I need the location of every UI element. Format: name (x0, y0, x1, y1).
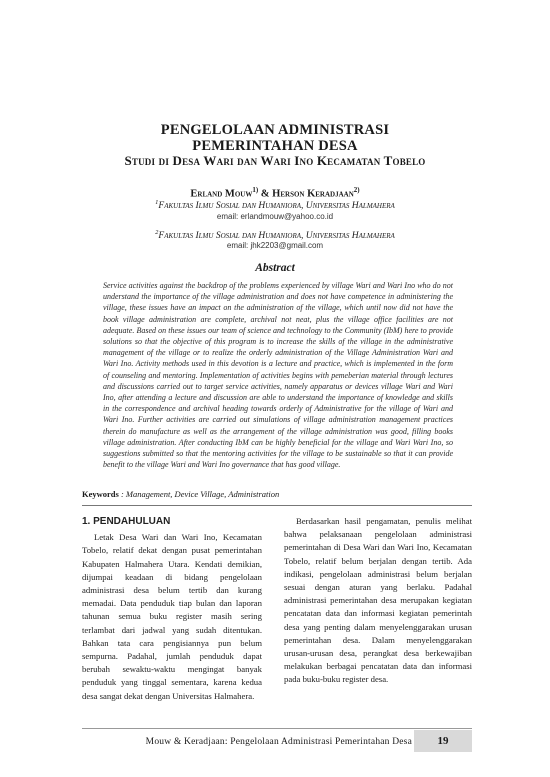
affiliation-1-email: email: erlandmouw@yahoo.co.id (216, 212, 334, 221)
author-2-name: Herson Keradjaan (272, 188, 354, 200)
right-column (284, 515, 472, 687)
author-1-marker: 1) (252, 186, 259, 194)
affiliation-1-name: Fakultas Ilmu Sosial dan Humaniora, Universitas Halmahera (158, 201, 395, 212)
paper-title-line-1: PENGELOLAAN ADMINISTRASI (160, 122, 390, 138)
affiliation-2-name: Fakultas Ilmu Sosial dan Humaniora, Universitas Halmahera (158, 231, 395, 242)
footer-rule (82, 728, 472, 729)
author-separator: & (258, 188, 273, 200)
author-1-name: Erland Mouw (190, 188, 253, 200)
affiliation-2 (0, 229, 550, 241)
left-column (82, 515, 262, 703)
affiliation-1 (0, 199, 550, 211)
author-2-marker: 2) (353, 186, 360, 194)
author-line (0, 186, 550, 200)
keywords-value: : Management, Device Village, Administration (120, 489, 280, 499)
affiliation-2-email: email: jhk2203@gmail.com (226, 241, 324, 250)
section-heading: 1. PENDAHULUAN (82, 516, 171, 527)
page-number: 19 (414, 730, 472, 752)
left-column-paragraph: Letak Desa Wari dan Wari Ino, Kecamatan Tobelo, relatif dekat dengan pusat pemerintahan Kabupaten Halmahera Utara. Kendati demikian, dijumpai keadaan di bidang pengelolaan administrasi desa belum tertib dan kurang memadai. Data penduduk tiap bulan dan laporan tahunan semua buku register masih sering terlambat dari jadwal yang sudah ditentukan. Bahkan tata cara pengisiannya pun belum sempurna. Padahal, jumlah penduduk dapat berubah sewaktu-waktu mengingat banyak penduduk yang tinggal sementara, karena kedua desa sangat dekat dengan Universitas Halmahera. (82, 532, 262, 701)
right-column-paragraph: Berdasarkan hasil pengamatan, penulis melihat bahwa pelaksanaan pengelolaan administrasi pemerintahan di Desa Wari dan Wari Ino, Kecamatan Tobelo, relatif belum berjalan dengan tertib. Ada indikasi, pengelolaan administrasi belum berjalan sesuai dengan aturan yang berlaku. Padahal administrasi pemerintahan desa merupakan kegiatan pencatatan data dan informasi kegiatan pemerintah desa yang penting dalam menyelenggarakan urusan pemerintahan desa. Dalam menyelenggarakan urusan-urusan desa, perangkat desa berkewajiban melakukan berbagai pencatatan data dan informasi pada buku-buku register desa. (284, 516, 472, 685)
running-title: Mouw & Keradjaan: Pengelolaan Administrasi Pemerintahan Desa (145, 737, 412, 747)
affiliation-1-marker: 1 (155, 199, 159, 206)
section-divider (82, 505, 472, 506)
keywords-label: Keywords (82, 489, 119, 499)
abstract-text: Service activities against the backdrop of the problems experienced by village Wari and Wari Ino who do not understand the importance of the village administration and does not have competence in administering the village, these issues have an impact on the administration of the village, which until now did not have the book village administration are complete, archival not neat, plus the village office facilities are not adequate. Based on these issues our team of science and technology to the Community (IbM) here to provide solutions so that the objective of this program is to increase the skills of the village in the administrative management of the village or to realize the orderly administration of the Village Administration Wari and Wari Ino. Activity methods used in this devotion is a lecture and practice, which is implemented in the form of counseling and mentoring. Implementation of activities begins with pemeberian material through lectures and discussions carried out to target service activities, namely apparatus or devices village Wari and Wari Ino, after attending a lecture and discussion are able to understand the importance of knowledge and skills in the correspondence and archival heading towards orderly of Administrative for the village of Wari and Wari Ino. Further activities are carried out simulations of village administration management practices therein do manufacture as well as the arrangement of the village administration was good, filling books village administration. After conducting IbM can be highly beneficial for the village and Wari Wari Ino, so suggestions submitted so that the mentoring activities for the village to be sustainable so that it can provide benefit to the village Wari and Wari Ino governance that has good village. (103, 281, 453, 470)
abstract-heading: Abstract (255, 262, 295, 274)
paper-title-line-2: PEMERINTAHAN DESA (192, 138, 358, 154)
keywords-line (82, 489, 472, 499)
paper-subtitle: Studi di Desa Wari dan Wari Ino Kecamatan Tobelo (124, 153, 426, 168)
affiliation-2-marker: 2 (155, 229, 159, 236)
